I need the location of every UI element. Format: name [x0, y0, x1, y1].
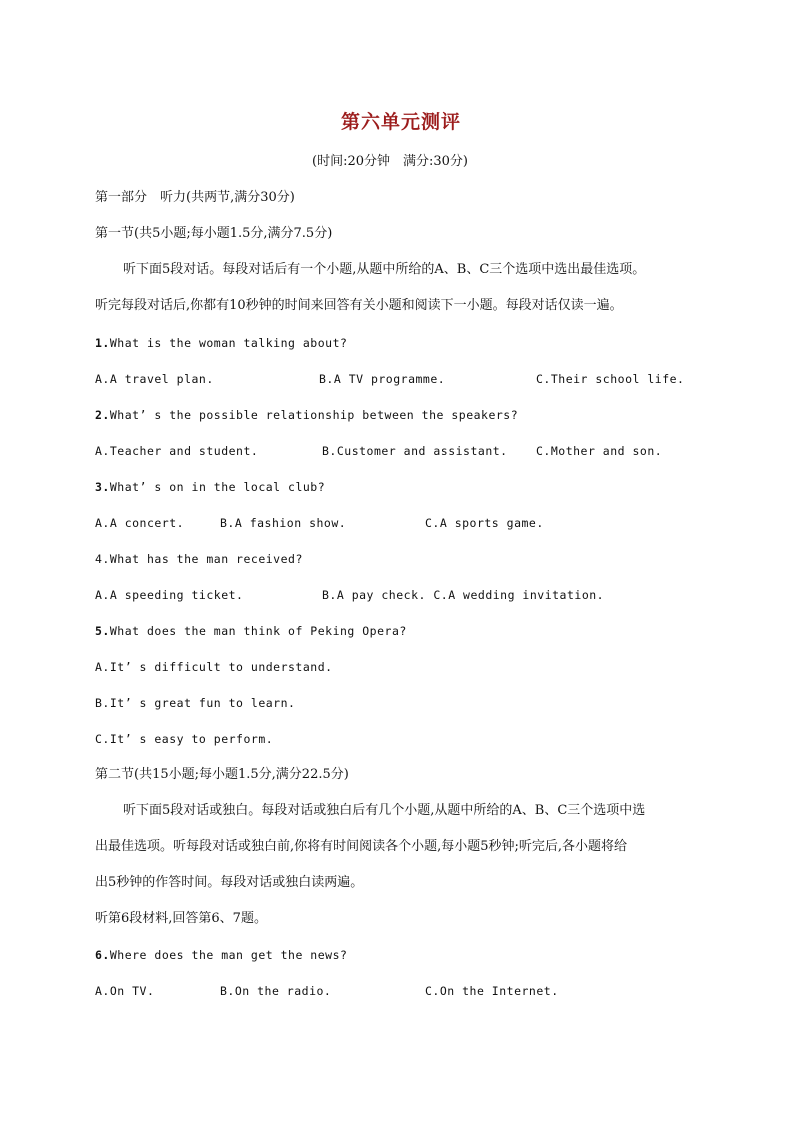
- part1-heading: 第一部分 听力(共两节,满分30分): [95, 190, 295, 205]
- q6-option-c: C.On the Internet.: [425, 984, 559, 998]
- section2-heading: 第二节(共15小题;每小题1.5分,满分22.5分): [95, 767, 349, 782]
- q3-option-b: B.A fashion show.: [220, 516, 347, 530]
- q1-option-b: B.A TV programme.: [319, 372, 446, 386]
- question-stem: What does the man think of Peking Opera?: [109, 624, 407, 638]
- q3-option-a: A.A concert.: [95, 516, 185, 530]
- q1-option-a: A.A travel plan.: [95, 372, 214, 386]
- question-2: [95, 407, 518, 423]
- q5-option-a: A.It’ s difficult to understand.: [95, 660, 333, 674]
- q2-option-a: A.Teacher and student.: [95, 444, 259, 458]
- question-number: 2.: [95, 408, 110, 422]
- question-6: [95, 947, 347, 963]
- q5-option-c: C.It’ s easy to perform.: [95, 732, 274, 746]
- question-4: [95, 551, 303, 567]
- q3-option-c: C.A sports game.: [425, 516, 544, 530]
- section1-instruction-1: 听下面5段对话。每段对话后有一个小题,从题中所给的A、B、C三个选项中选出最佳选项。: [123, 262, 646, 277]
- section2-instruction-1: 听下面5段对话或独白。每段对话或独白后有几个小题,从题中所给的A、B、C三个选项中选: [123, 803, 646, 818]
- q5-option-b: B.It’ s great fun to learn.: [95, 696, 296, 710]
- question-stem: What’ s the possible relationship between the speakers?: [109, 408, 519, 422]
- section2-instruction-2: 出最佳选项。听每段对话或独白前,你将有时间阅读各个小题,每小题5秒钟;听完后,各小题将给: [95, 839, 628, 854]
- question-number: 6.: [95, 948, 110, 962]
- question-number: 4.: [95, 552, 110, 566]
- q6-option-b: B.On the radio.: [220, 984, 332, 998]
- q1-option-c: C.Their school life.: [536, 372, 685, 386]
- q2-option-c: C.Mother and son.: [536, 444, 663, 458]
- question-stem: What’ s on in the local club?: [109, 480, 326, 494]
- question-stem: What is the woman talking about?: [109, 336, 348, 350]
- q6-option-a: A.On TV.: [95, 984, 155, 998]
- page-title: 第六单元测评: [341, 111, 462, 133]
- q4-option-a: A.A speeding ticket.: [95, 588, 244, 602]
- question-5: [95, 623, 407, 639]
- section2-instruction-3: 出5秒钟的作答时间。每段对话或独白读两遍。: [95, 875, 364, 890]
- question-1: [95, 335, 347, 351]
- q2-option-b: B.Customer and assistant.: [322, 444, 508, 458]
- question-3: [95, 479, 325, 495]
- section1-heading: 第一节(共5小题;每小题1.5分,满分7.5分): [95, 226, 333, 241]
- question-stem: What has the man received?: [109, 552, 303, 566]
- q4-option-bc: B.A pay check. C.A wedding invitation.: [322, 588, 605, 602]
- question-number: 3.: [95, 480, 110, 494]
- question-stem: Where does the man get the news?: [109, 948, 348, 962]
- page-subtitle: (时间:20分钟 满分:30分): [312, 154, 468, 169]
- section1-instruction-2: 听完每段对话后,你都有10秒钟的时间来回答有关小题和阅读下一小题。每段对话仅读一遍。: [95, 298, 623, 313]
- question-number: 1.: [95, 336, 110, 350]
- question-number: 5.: [95, 624, 110, 638]
- material-6-heading: 听第6段材料,回答第6、7题。: [95, 911, 267, 926]
